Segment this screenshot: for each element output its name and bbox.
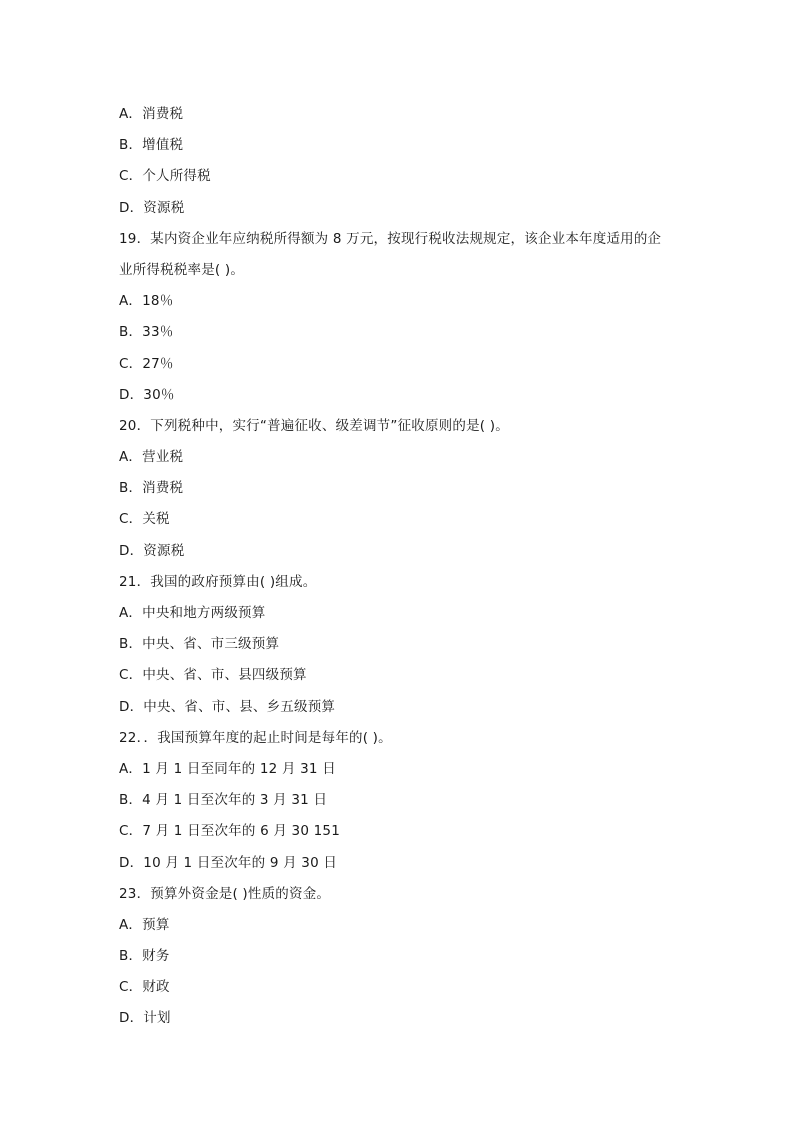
question-19-line-2: 业所得税税率是( )。 bbox=[119, 261, 245, 278]
option-line: A．中央和地方两级预算 bbox=[119, 605, 266, 621]
option-line: D．30％ bbox=[119, 386, 175, 403]
option-line: A．1 月 1 日至同年的 12 月 31 日 bbox=[119, 760, 336, 777]
option-line: A．18％ bbox=[119, 293, 174, 310]
option-line: D．资源税 bbox=[119, 542, 185, 559]
option-line: C．中央、省、市、县四级预算 bbox=[119, 667, 307, 684]
option-line: A．消费税 bbox=[119, 106, 184, 122]
option-line: D．资源税 bbox=[119, 199, 185, 216]
option-line: B．33％ bbox=[119, 324, 174, 341]
option-line: C．个人所得税 bbox=[119, 168, 211, 185]
document-body bbox=[119, 99, 679, 1035]
option-line: A．营业税 bbox=[119, 449, 184, 466]
option-line: B．财务 bbox=[119, 948, 170, 965]
option-line: B．中央、省、市三级预算 bbox=[119, 636, 280, 653]
option-line: C．财政 bbox=[119, 979, 170, 996]
question-21: 21．我国的政府预算由( )组成。 bbox=[119, 573, 317, 590]
option-line: B．4 月 1 日至次年的 3 月 31 日 bbox=[119, 792, 328, 809]
option-line: B．增值税 bbox=[119, 137, 184, 154]
option-line: D．10 月 1 日至次年的 9 月 30 日 bbox=[119, 854, 338, 871]
option-line: C．27％ bbox=[119, 355, 174, 372]
option-line: D．中央、省、市、县、乡五级预算 bbox=[119, 698, 336, 715]
option-line: C．关税 bbox=[119, 511, 170, 528]
option-line: A．预算 bbox=[119, 916, 170, 933]
option-line: D．计划 bbox=[119, 1010, 171, 1027]
question-22: 22．．我国预算年度的起止时间是每年的( )。 bbox=[119, 729, 392, 746]
option-line: B．消费税 bbox=[119, 480, 184, 497]
option-line: C．7 月 1 日至次年的 6 月 30 151 bbox=[119, 823, 340, 840]
question-20: 20．下列税种中，实行“普遍征收、级差调节”征收原则的是( )。 bbox=[119, 417, 509, 434]
question-23: 23．预算外资金是( )性质的资金。 bbox=[119, 885, 331, 902]
question-19-line-1: 19．某内资企业年应纳税所得额为 8 万元，按现行税收法规规定，该企业本年度适用的企 bbox=[119, 230, 662, 247]
